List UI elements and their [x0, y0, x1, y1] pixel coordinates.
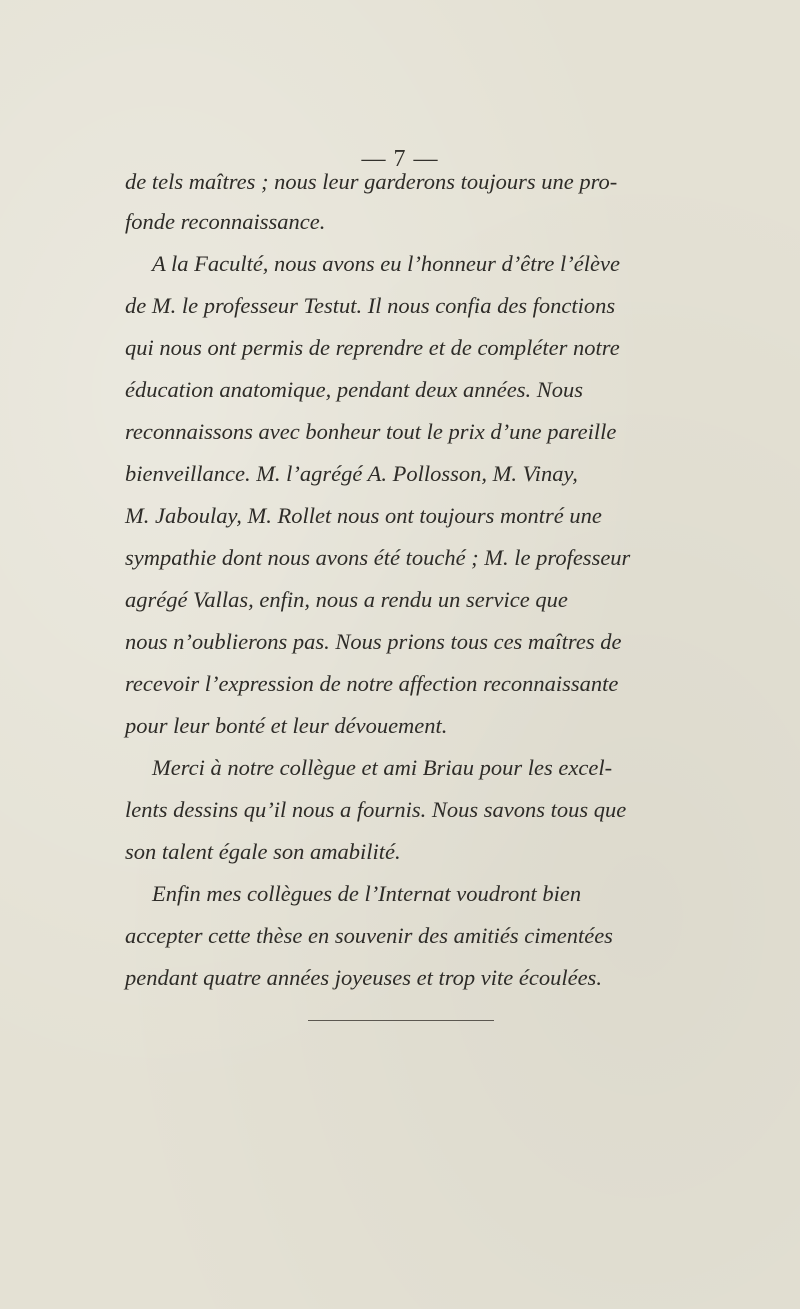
text-line: son talent égale son amabilité. [125, 839, 401, 864]
horizontal-rule [308, 1020, 494, 1021]
text-line: nous n’oublierons pas. Nous prions tous ces maîtres de [125, 629, 622, 654]
text-line: bienveillance. M. l’agrégé A. Pollosson, M. Vinay, [125, 461, 578, 486]
text-line: pour leur bonté et leur dévouement. [125, 713, 448, 738]
text-line: Enfin mes collègues de l’Internat voudront bien [152, 881, 582, 906]
text-line: Merci à notre collègue et ami Briau pour les excel- [152, 755, 613, 780]
text-line: accepter cette thèse en souvenir des amitiés cimentées [125, 923, 613, 948]
text-line: sympathie dont nous avons été touché ; M. le professeur [125, 545, 631, 570]
text-line: éducation anatomique, pendant deux années. Nous [125, 377, 584, 402]
text-line: M. Jaboulay, M. Rollet nous ont toujours montré une [125, 503, 602, 528]
text-line: A la Faculté, nous avons eu l’honneur d’être l’élève [152, 251, 620, 276]
text-line: agrégé Vallas, enfin, nous a rendu un service que [125, 587, 568, 612]
text-line: reconnaissons avec bonheur tout le prix d’une pareille [125, 419, 617, 444]
text-line: de tels maîtres ; nous leur garderons toujours une pro- [125, 169, 618, 194]
text-line: recevoir l’expression de notre affection reconnaissante [125, 671, 619, 696]
text-line: fonde reconnaissance. [125, 209, 326, 234]
page-number: — 7 — [361, 146, 439, 172]
text-line: pendant quatre années joyeuses et trop vite écoulées. [125, 965, 602, 990]
text-line: de M. le professeur Testut. Il nous confia des fonctions [125, 293, 616, 318]
text-line: qui nous ont permis de reprendre et de compléter notre [125, 335, 620, 360]
text-line: lents dessins qu’il nous a fournis. Nous savons tous que [125, 797, 627, 822]
